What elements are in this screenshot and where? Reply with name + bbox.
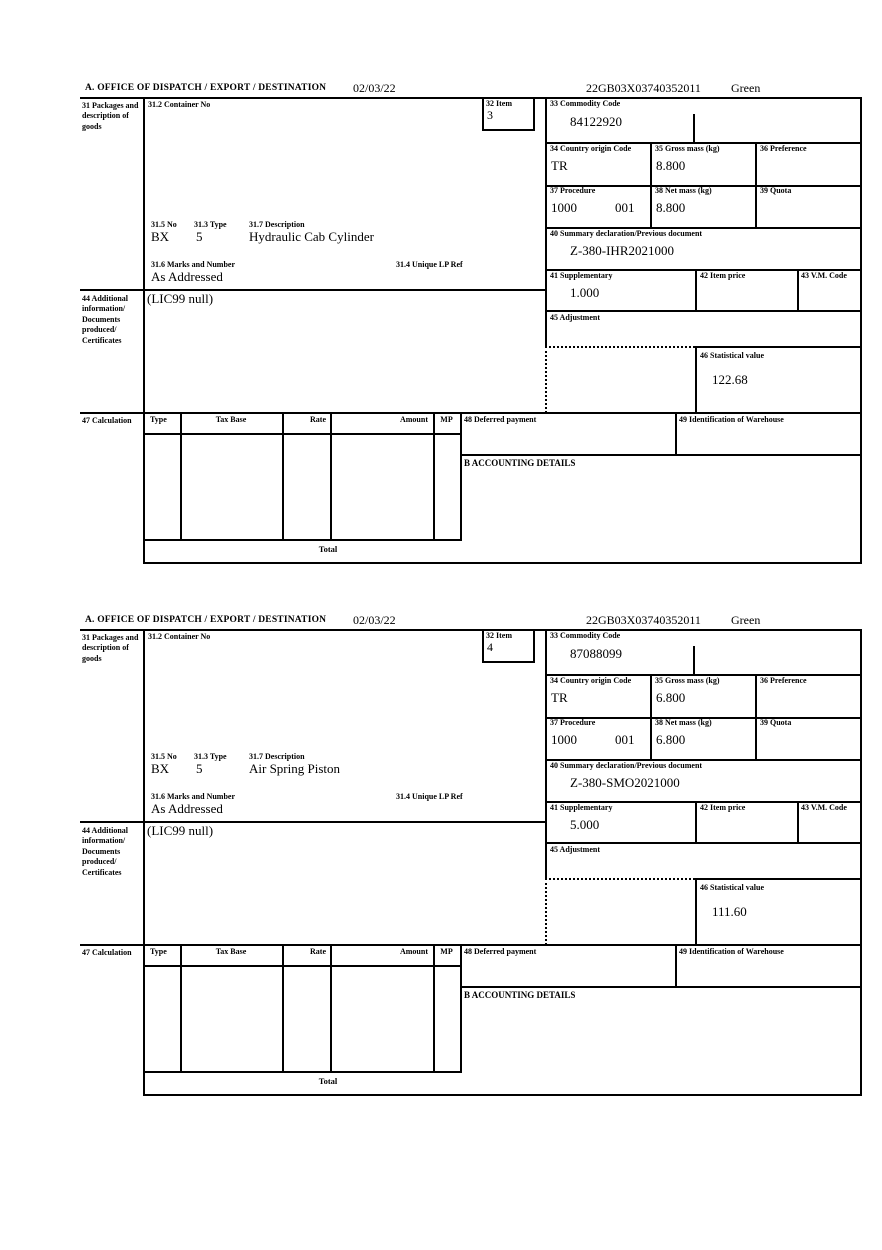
total-label: Total [318, 544, 338, 554]
sad-continuation-form-item-4 [0, 615, 882, 1115]
divider [533, 97, 535, 130]
deferred-payment-label: 48 Deferred payment [464, 415, 537, 424]
divider [695, 269, 697, 311]
marks-value: As Addressed [151, 801, 223, 816]
net-mass-value: 8.800 [656, 200, 686, 215]
divider [545, 97, 547, 347]
divider [860, 97, 862, 564]
adjustment-label: 45 Adjustment [550, 313, 601, 322]
divider [180, 944, 182, 1072]
procedure-main: 1000 [551, 200, 577, 215]
country-origin-label: 34 Country origin Code [550, 144, 632, 153]
divider [545, 310, 862, 312]
divider [695, 346, 862, 348]
declaration-reference: 22GB03X03740352011 [586, 81, 701, 95]
routing-channel: Green [731, 81, 761, 95]
divider [282, 412, 284, 540]
tax-type-header: Type [150, 947, 167, 956]
divider [482, 629, 484, 662]
divider [80, 412, 862, 414]
box47-label: 47 Calculation [82, 948, 132, 957]
procedure-value [551, 201, 635, 215]
divider [860, 629, 862, 1096]
box31-label: 31 Packages and description of goods [82, 101, 139, 131]
box44-label: 44 Additional information/ Documents produced/ Certificates [82, 294, 129, 345]
package-type-value: 5 [196, 761, 203, 776]
description-label: 31.7 Description [249, 752, 305, 761]
divider [545, 629, 547, 879]
adjustment-label: 45 Adjustment [550, 845, 601, 854]
divider [482, 661, 535, 663]
marks-label: 31.6 Marks and Number [151, 792, 236, 801]
description-label: 31.7 Description [249, 220, 305, 229]
declaration-date: 02/03/22 [353, 613, 396, 627]
procedure-code: 001 [615, 200, 635, 215]
divider-dotted [545, 346, 547, 413]
country-origin-value: TR [551, 690, 568, 705]
tax-rate-header: Rate [310, 415, 326, 424]
declaration-reference: 22GB03X03740352011 [586, 613, 701, 627]
divider [695, 878, 862, 880]
procedure-label: 37 Procedure [550, 718, 596, 727]
divider [80, 944, 862, 946]
summary-declaration-label: 40 Summary declaration/Previous document [550, 229, 703, 238]
total-label: Total [318, 1076, 338, 1086]
divider [695, 878, 697, 945]
item-label: 32 Item [486, 99, 512, 108]
procedure-value [551, 733, 635, 747]
divider [797, 801, 799, 843]
statistical-value: 122.68 [712, 372, 748, 387]
divider [460, 454, 862, 456]
container-no-label: 31.2 Container No [148, 632, 211, 641]
tax-amount-header: Amount [399, 415, 428, 424]
tax-amount-header: Amount [399, 947, 428, 956]
divider-dotted [545, 878, 695, 880]
box31-label: 31 Packages and description of goods [82, 633, 139, 663]
item-label: 32 Item [486, 631, 512, 640]
divider-dotted [545, 878, 547, 945]
sad-continuation-form-item-3 [0, 83, 882, 583]
divider [330, 944, 332, 1072]
divider [755, 674, 757, 760]
previous-document-value: Z-380-SMO2021000 [570, 775, 680, 790]
divider [650, 142, 652, 228]
statistical-value-label: 46 Statistical value [700, 351, 764, 360]
package-no-label: 31.5 No [151, 220, 177, 229]
preference-label: 36 Preference [760, 144, 807, 153]
divider [143, 539, 462, 541]
gross-mass-value: 8.800 [656, 158, 686, 173]
supplementary-value: 1.000 [570, 285, 600, 300]
package-code-value: BX [151, 761, 170, 776]
divider [545, 842, 862, 844]
commodity-code-value: 87088099 [570, 646, 622, 661]
summary-declaration-label: 40 Summary declaration/Previous document [550, 761, 703, 770]
unique-lp-ref-label: 31.4 Unique LP Ref [396, 260, 463, 269]
package-code-value: BX [151, 229, 170, 244]
routing-channel: Green [731, 613, 761, 627]
divider [143, 97, 145, 564]
previous-document-value: Z-380-IHR2021000 [570, 243, 674, 258]
warehouse-id-label: 49 Identification of Warehouse [679, 415, 784, 424]
divider [695, 346, 697, 413]
procedure-code: 001 [615, 732, 635, 747]
divider [650, 674, 652, 760]
commodity-code-label: 33 Commodity Code [550, 99, 621, 108]
item-price-label: 42 Item price [700, 271, 746, 280]
tax-rate-header: Rate [310, 947, 326, 956]
divider [80, 97, 862, 99]
accounting-details-label: B ACCOUNTING DETAILS [464, 990, 576, 1000]
container-no-label: 31.2 Container No [148, 100, 211, 109]
accounting-details-label: B ACCOUNTING DETAILS [464, 458, 576, 468]
additional-info-value: (LIC99 null) [147, 291, 214, 306]
vm-code-label: 43 V.M. Code [801, 803, 847, 812]
divider [755, 142, 757, 228]
vm-code-label: 43 V.M. Code [801, 271, 847, 280]
statistical-value-label: 46 Statistical value [700, 883, 764, 892]
tax-base-header: Tax Base [215, 947, 247, 956]
procedure-label: 37 Procedure [550, 186, 596, 195]
preference-label: 36 Preference [760, 676, 807, 685]
office-of-dispatch-header: A. OFFICE OF DISPATCH / EXPORT / DESTINATION [85, 615, 327, 625]
package-type-label: 31.3 Type [194, 220, 227, 229]
divider-dotted [545, 346, 695, 348]
divider [143, 1094, 862, 1096]
divider [482, 97, 484, 130]
divider [433, 412, 435, 540]
supplementary-label: 41 Supplementary [550, 271, 613, 280]
divider [693, 646, 695, 675]
marks-value: As Addressed [151, 269, 223, 284]
additional-info-value: (LIC99 null) [147, 823, 214, 838]
net-mass-value: 6.800 [656, 732, 686, 747]
divider [282, 944, 284, 1072]
commodity-code-value: 84122920 [570, 114, 622, 129]
tax-type-header: Type [150, 415, 167, 424]
divider [460, 986, 862, 988]
box44-label: 44 Additional information/ Documents produced/ Certificates [82, 826, 129, 877]
divider [797, 269, 799, 311]
declaration-date: 02/03/22 [353, 81, 396, 95]
item-number-value: 4 [487, 640, 493, 654]
warehouse-id-label: 49 Identification of Warehouse [679, 947, 784, 956]
divider [460, 412, 462, 540]
quota-label: 39 Quota [760, 186, 792, 195]
tax-mp-header: MP [440, 415, 453, 424]
item-price-label: 42 Item price [700, 803, 746, 812]
goods-description-value: Hydraulic Cab Cylinder [249, 229, 374, 244]
divider [433, 944, 435, 1072]
net-mass-label: 38 Net mass (kg) [655, 718, 712, 727]
divider [695, 801, 697, 843]
divider [675, 412, 677, 455]
supplementary-value: 5.000 [570, 817, 600, 832]
gross-mass-label: 35 Gross mass (kg) [655, 144, 720, 153]
statistical-value: 111.60 [712, 904, 747, 919]
deferred-payment-label: 48 Deferred payment [464, 947, 537, 956]
divider [482, 129, 535, 131]
package-type-value: 5 [196, 229, 203, 244]
box47-label: 47 Calculation [82, 416, 132, 425]
divider [143, 562, 862, 564]
country-origin-value: TR [551, 158, 568, 173]
office-of-dispatch-header: A. OFFICE OF DISPATCH / EXPORT / DESTINATION [85, 83, 327, 93]
item-number-value: 3 [487, 108, 493, 122]
country-origin-label: 34 Country origin Code [550, 676, 632, 685]
gross-mass-label: 35 Gross mass (kg) [655, 676, 720, 685]
gross-mass-value: 6.800 [656, 690, 686, 705]
supplementary-label: 41 Supplementary [550, 803, 613, 812]
package-type-label: 31.3 Type [194, 752, 227, 761]
marks-label: 31.6 Marks and Number [151, 260, 236, 269]
divider [693, 114, 695, 143]
tax-mp-header: MP [440, 947, 453, 956]
quota-label: 39 Quota [760, 718, 792, 727]
divider [143, 1071, 462, 1073]
divider [143, 965, 462, 967]
package-no-label: 31.5 No [151, 752, 177, 761]
divider [143, 629, 145, 1096]
goods-description-value: Air Spring Piston [249, 761, 341, 776]
divider [460, 944, 462, 1072]
divider [143, 433, 462, 435]
procedure-main: 1000 [551, 732, 577, 747]
divider [330, 412, 332, 540]
commodity-code-label: 33 Commodity Code [550, 631, 621, 640]
divider [675, 944, 677, 987]
divider [80, 629, 862, 631]
net-mass-label: 38 Net mass (kg) [655, 186, 712, 195]
unique-lp-ref-label: 31.4 Unique LP Ref [396, 792, 463, 801]
tax-base-header: Tax Base [215, 415, 247, 424]
divider [180, 412, 182, 540]
divider [533, 629, 535, 662]
